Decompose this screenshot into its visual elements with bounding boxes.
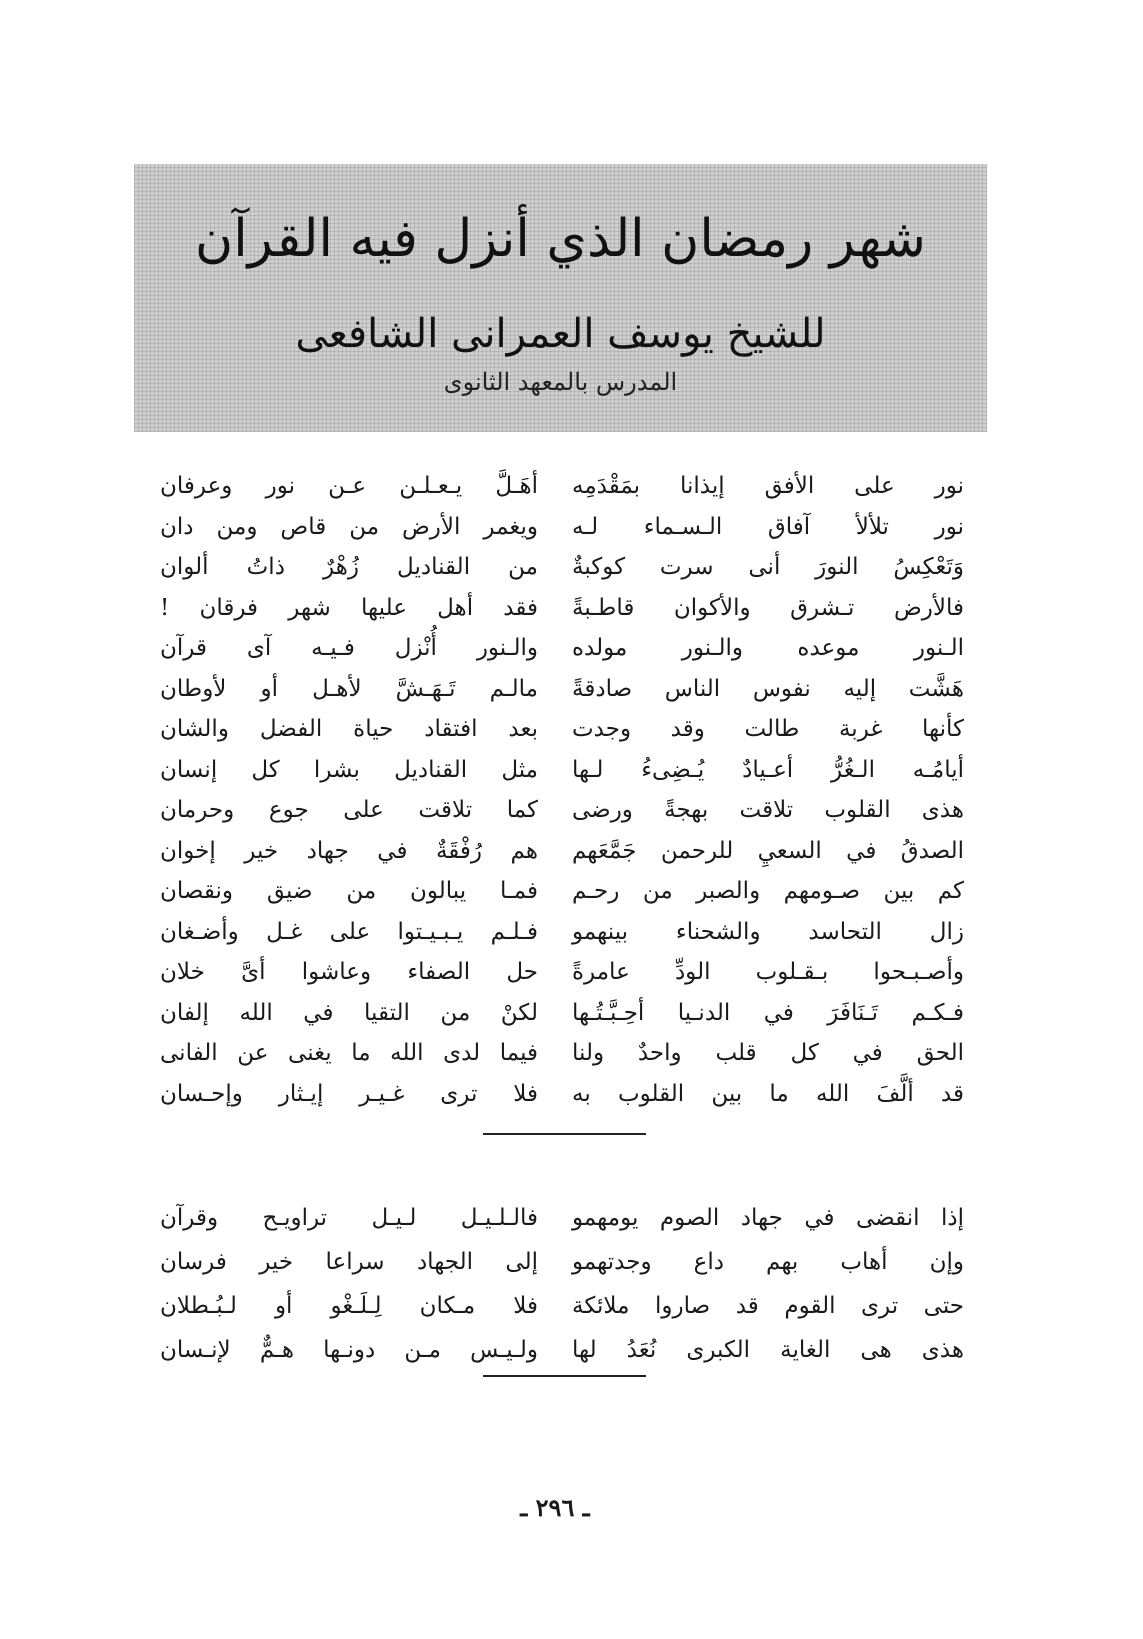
verse-right-hemistich: نور تلألأ آفاق الـسـماء لـه: [572, 513, 964, 540]
verse-left-hemistich: فيما لدى الله ما يغنى عن الفانى: [160, 1040, 538, 1066]
verse-left-hemistich: لكنْ من التقيا في الله إلفان: [160, 999, 538, 1026]
verse-right-hemistich: حتى ترى القوم قد صاروا ملائكة: [572, 1293, 964, 1319]
verse-left-hemistich: فـلـم يـبـيـتوا على غـل وأضـغان: [160, 918, 538, 945]
verse-left-hemistich: مالـم تَـهَـشَّ لأهـل أو لأوطان: [160, 675, 538, 702]
verse-left-hemistich: فلا ترى غـيـر إيـثار وإحـسان: [160, 1080, 538, 1107]
verse-right-hemistich: قد ألَّفَ الله ما بين القلوب به: [572, 1080, 964, 1107]
verse-left-hemistich: والـنور أُنْزل فـيـه آى قرآن: [160, 635, 538, 661]
verse-right-hemistich: زال التحاسد والشحناء بينهمو: [572, 918, 964, 945]
verse-right-hemistich: هذى القلوب تلاقت بهجةً ورضى: [572, 797, 964, 823]
verse-right-hemistich: إذا انقضى في جهاد الصوم يومهمو: [572, 1205, 964, 1231]
verse-left-hemistich: كما تلاقت على جوع وحرمان: [160, 797, 538, 823]
verse-left-hemistich: ولـيـس مـن دونـها هـمٌّ لإنـسان: [160, 1337, 538, 1363]
article-title: شهر رمضان الذي أنزل فيه القرآن: [195, 209, 926, 269]
verse-left-hemistich: من القناديل زُهْرٌ ذاتُ ألوان: [160, 554, 538, 580]
verse-right-hemistich: هَشَّت إليه نفوس الناس صادقةً: [572, 675, 964, 702]
verse-left-hemistich: مثل القناديل بشرا كل إنسان: [160, 756, 538, 783]
section-divider: [483, 1375, 646, 1377]
verse-right-hemistich: فـكـم تَـنَافَرَ في الدنـيا أحِـبَّـتُـها: [572, 999, 964, 1026]
verse-left-hemistich: بعد افتقاد حياة الفضل والشان: [160, 716, 538, 742]
verse-left-hemistich: أهَـلَّ يـعـلـن عـن نور وعرفان: [160, 473, 538, 499]
verse-left-hemistich: حل الصفاء وعاشوا أىَّ خلان: [160, 959, 538, 985]
verse-right-hemistich: كأنها غربة طالت وقد وجدت: [572, 716, 964, 742]
verse-right-hemistich: وَتَعْكِسُ النورَ أنى سرت كوكبةٌ: [572, 554, 964, 580]
poem2-right-column: [572, 1196, 964, 1372]
verse-left-hemistich: فمـا يبالون من ضيق ونقصان: [160, 878, 538, 904]
verse-right-hemistich: نور على الأفق إيذانا بمَقْدَمِه: [572, 473, 964, 499]
verse-left-hemistich: فالـلـيـل لـيـل تراويـح وقرآن: [160, 1205, 538, 1231]
poem1-right-column: [572, 466, 964, 1114]
verse-right-hemistich: وإن أهاب بهم داع وجدتهمو: [572, 1249, 964, 1275]
verse-left-hemistich: فقد أهل عليها شهر فرقان !: [160, 594, 538, 621]
poem2-left-column: [160, 1196, 538, 1372]
verse-right-hemistich: فالأرض تـشرق والأكوان قاطـبةً: [572, 594, 964, 621]
section-divider: [483, 1133, 646, 1135]
verse-right-hemistich: الـنور موعده والـنور مولده: [572, 635, 964, 661]
verse-right-hemistich: وأصـبـحوا بـقـلوب الودِّ عامرةً: [572, 959, 964, 985]
author-line: للشيخ يوسف العمرانى الشافعى: [295, 311, 826, 357]
verse-right-hemistich: الصدقُ في السعيِ للرحمن جَمَّعَهم: [572, 837, 964, 864]
verse-left-hemistich: فلا مـكان لِـلَـغْو أو لـبُـطلان: [160, 1293, 538, 1319]
title-banner: [134, 164, 987, 432]
poem1-left-column: [160, 466, 538, 1114]
verse-right-hemistich: هذى هى الغاية الكبرى نُعَدُ لها: [572, 1337, 964, 1363]
verse-left-hemistich: ويغمر الأرض من قاص ومن دان: [160, 513, 538, 540]
verse-right-hemistich: أيامُـه الـغُرُّ أعـيادٌ يُـضِىءُ لـها: [572, 756, 964, 783]
author-position: المدرس بالمعهد الثانوى: [443, 368, 678, 396]
verse-left-hemistich: إلى الجهاد سراعا خير فرسان: [160, 1249, 538, 1275]
page-number: ـ ٢٩٦ ـ: [520, 1493, 590, 1522]
verse-right-hemistich: الحق في كل قلب واحدٌ ولنا: [572, 1040, 964, 1066]
verse-right-hemistich: كم بين صـومهم والصبر من رحـم: [572, 878, 964, 904]
verse-left-hemistich: هم رُفْقَةٌ في جهاد خير إخوان: [160, 837, 538, 864]
